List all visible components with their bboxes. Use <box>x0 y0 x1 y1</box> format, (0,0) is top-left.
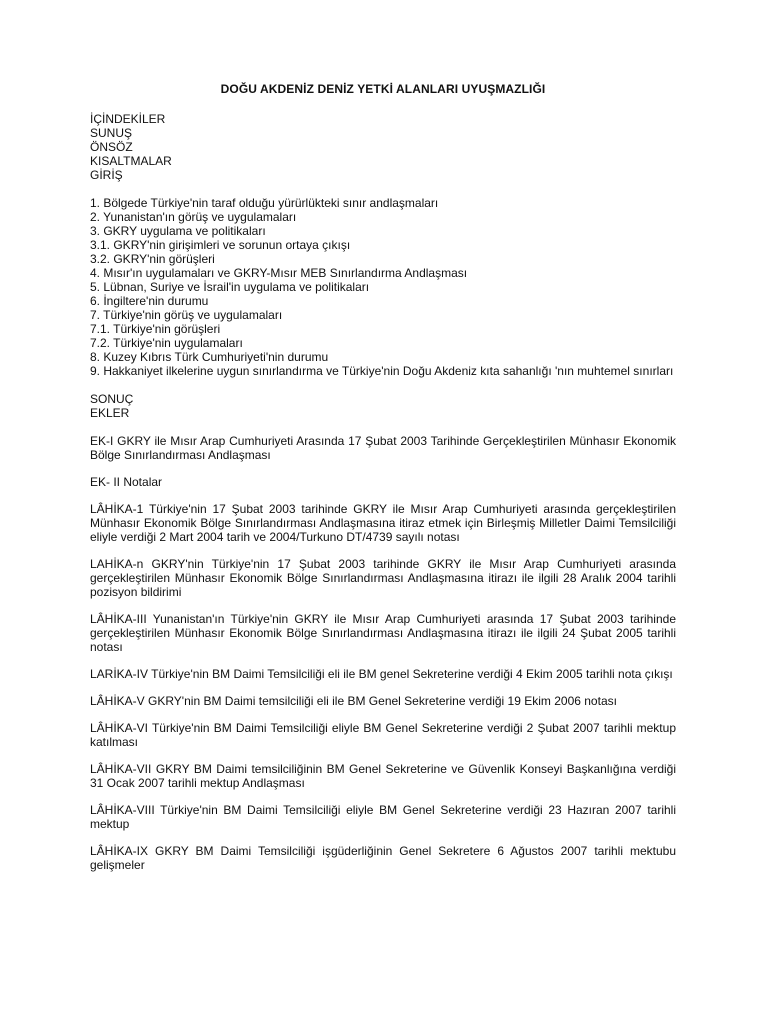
annex-item: LÂHİKA-VIII Türkiye'nin BM Daimi Temsilciliği eliyle BM Genel Sekreterine verdiği 23 Hazıran 2007 tarihli mektup <box>90 803 676 831</box>
toc-item: 8. Kuzey Kıbrıs Türk Cumhuriyeti'nin durumu <box>90 350 329 364</box>
annex-item: LAHİKA-n GKRY'nin Türkiye'nin 17 Şubat 2003 tarihinde GKRY ile Mısır Arap Cumhuriyeti arasında gerçekleştirilen Münhasır Ekonomik Bölge Sınırlandırması Andlaşmasına itirazı ile ilgili 28 Aralık 2004 tarihli pozisyon bildirimi <box>90 557 676 599</box>
toc-item: 2. Yunanistan'ın görüş ve uygulamaları <box>90 210 297 224</box>
toc-item: 3.2. GKRY'nin görüşleri <box>90 252 215 266</box>
front-matter-presentation: SUNUŞ <box>90 126 133 140</box>
annex-item: EK- II Notalar <box>90 475 163 489</box>
toc-item: 5. Lübnan, Suriye ve İsrail'in uygulama ve politikaları <box>90 280 370 294</box>
annex-item: LARİKA-IV Türkiye'nin BM Daimi Temsilciliği eli ile BM genel Sekreterine verdiği 4 Ekim 2005 tarihli nota çıkışı <box>90 667 673 681</box>
toc-item: 4. Mısır'ın uygulamaları ve GKRY-Mısır MEB Sınırlandırma Andlaşması <box>90 266 468 280</box>
annex-item: LÂHİKA-IX GKRY BM Daimi Temsilciliği işgüderliğinin Genel Sekretere 6 Ağustos 2007 tarihli mektubu gelişmeler <box>90 844 676 872</box>
annex-list <box>90 434 676 872</box>
closing-conclusion: SONUÇ <box>90 392 134 406</box>
front-matter-foreword: ÖNSÖZ <box>90 140 133 154</box>
front-matter-list <box>90 112 676 182</box>
document-page <box>90 82 676 885</box>
toc-item: 3.1. GKRY'nin girişimleri ve sorunun ortaya çıkışı <box>90 238 351 252</box>
front-matter-contents: İÇİNDEKİLER <box>90 112 166 126</box>
spacer <box>90 182 676 196</box>
document-title: DOĞU AKDENİZ DENİZ YETKİ ALANLARI UYUŞMAZLIĞI <box>220 82 546 96</box>
closing-annexes: EKLER <box>90 406 130 420</box>
spacer <box>90 420 676 434</box>
annex-item: LÂHİKA-VI Türkiye'nin BM Daimi Temsilciliği eliyle BM Genel Sekreterine verdiği 2 Şubat 2007 tarihli mektup katılması <box>90 721 676 749</box>
front-matter-abbreviations: KISALTMALAR <box>90 154 172 168</box>
toc-item: 6. İngiltere'nin durumu <box>90 294 209 308</box>
toc-item: 7. Türkiye'nin görüş ve uygulamaları <box>90 308 283 322</box>
toc-item: 7.1. Türkiye'nin görüşleri <box>90 322 221 336</box>
toc-list <box>90 196 676 378</box>
spacer <box>90 378 676 392</box>
front-matter-introduction: GİRİŞ <box>90 168 123 182</box>
toc-item: 7.2. Türkiye'nin uygulamaları <box>90 336 243 350</box>
closing-list <box>90 392 676 420</box>
toc-item: 9. Hakkaniyet ilkelerine uygun sınırlandırma ve Türkiye'nin Doğu Akdeniz kıta sahanlığı 'nın muhtemel sınırları <box>90 364 674 378</box>
toc-item: 3. GKRY uygulama ve politikaları <box>90 224 266 238</box>
annex-item: LÂHİKA-III Yunanistan'ın Türkiye'nin GKRY ile Mısır Arap Cumhuriyeti arasında 17 Şubat 2003 tarihinde gerçekleştirilen Münhasır Ekonomik Bölge Sınırlandırması Andlaşmasına itirazı ile ilgili 24 Şubat 2005 tarihli notası <box>90 612 676 654</box>
annex-item: LÂHİKA-1 Türkiye'nin 17 Şubat 2003 tarihinde GKRY ile Mısır Arap Cumhuriyeti arasında gerçekleştirilen Münhasır Ekonomik Bölge Sınırlandırması Andlaşmasına itiraz etmek için Birleşmiş Milletler Daimi Temsilciliği eliyle verdiği 2 Mart 2004 tarih ve 2004/Turkuno DT/4739 sayılı notası <box>90 502 676 544</box>
toc-item: 1. Bölgede Türkiye'nin taraf olduğu yürürlükteki sınır andlaşmaları <box>90 196 439 210</box>
annex-item: LÂHİKA-VII GKRY BM Daimi temsilciliğinin BM Genel Sekreterine ve Güvenlik Konseyi Başkanlığına verdiği 31 Ocak 2007 tarihli mektup Andlaşması <box>90 762 676 790</box>
annex-item: LÂHİKA-V GKRY'nin BM Daimi temsilciliği eli ile BM Genel Sekreterine verdiği 19 Ekim 2006 notası <box>90 694 617 708</box>
annex-item: EK-I GKRY ile Mısır Arap Cumhuriyeti Arasında 17 Şubat 2003 Tarihinde Gerçekleştirilen Münhasır Ekonomik Bölge Sınırlandırması Andlaşması <box>90 434 676 462</box>
